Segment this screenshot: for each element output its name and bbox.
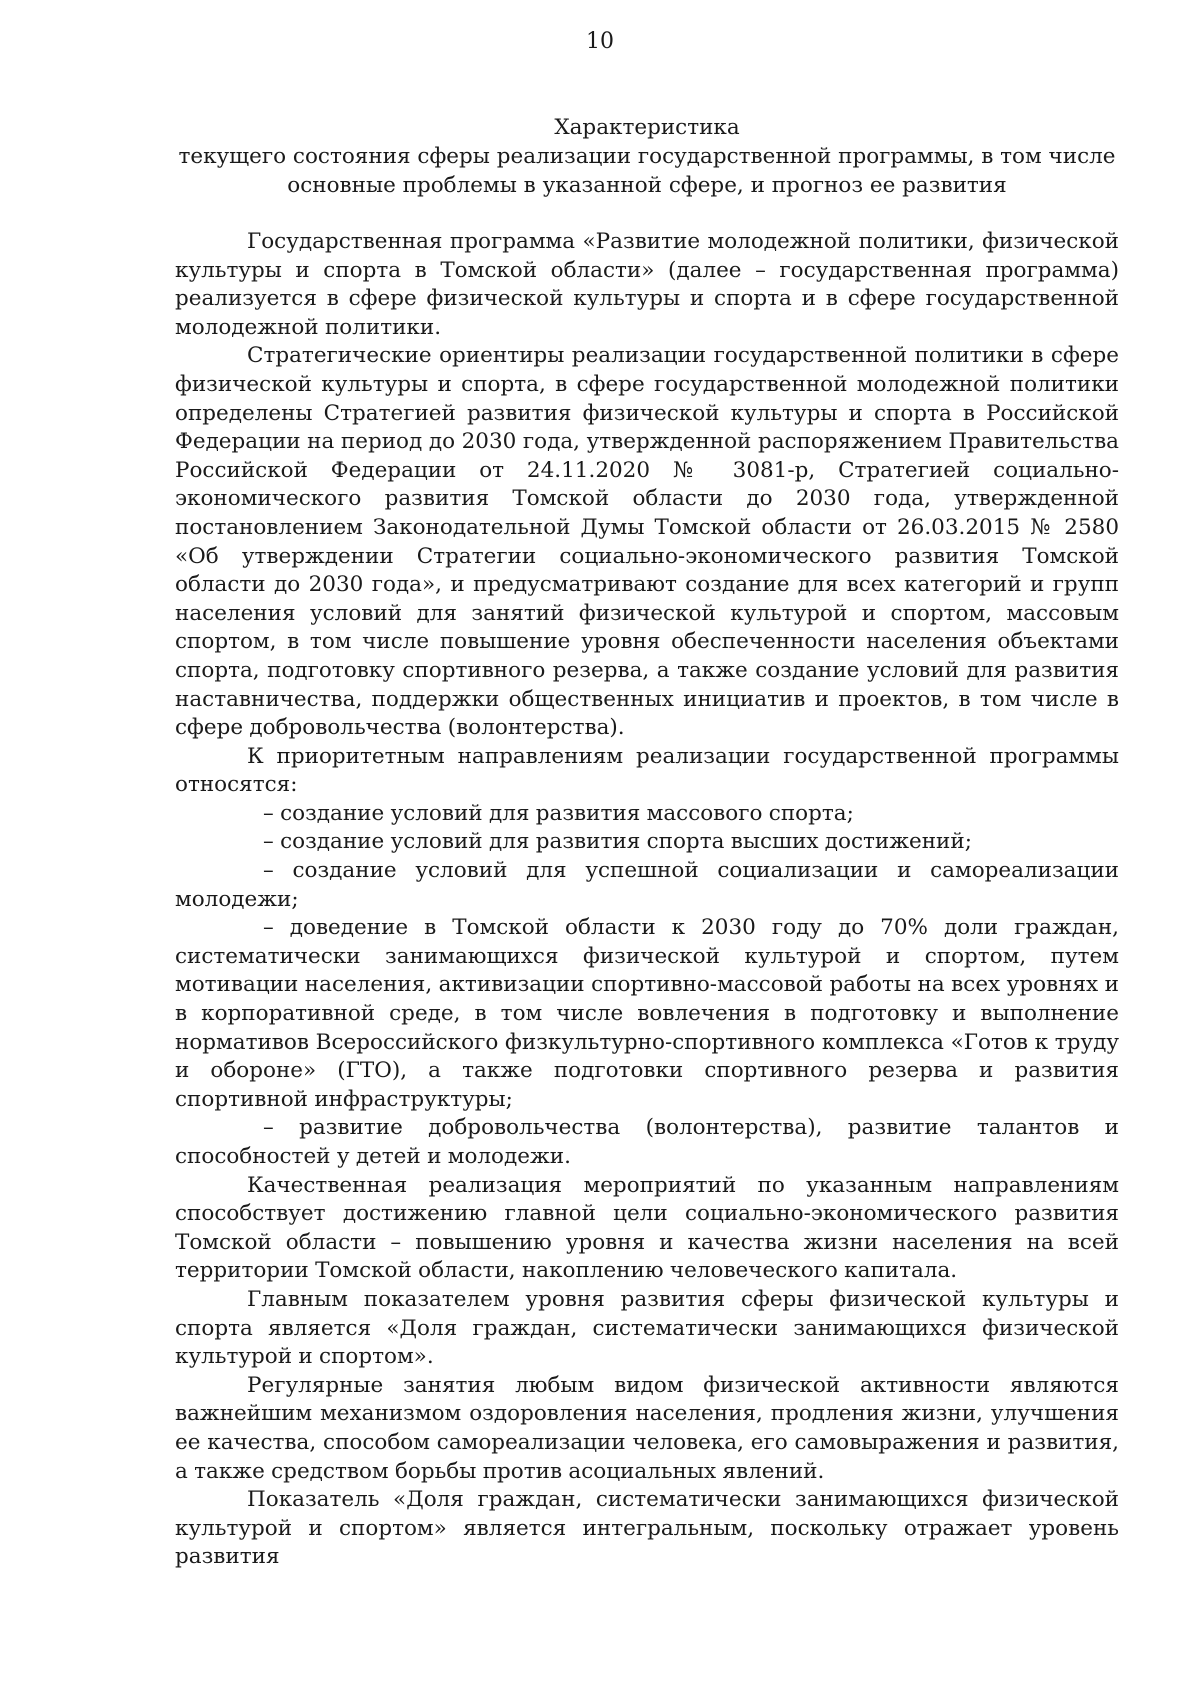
heading-title: Характеристика (554, 115, 740, 140)
paragraph-physical-activity: Регулярные занятия любым видом физической активности являются важнейшим механизмом оздоровления населения, продления жизни, улучшения ее качества, способом самореализации человека, его самовыражения и развития, а также средством борьбы против асоциальных явлений. (175, 1372, 1119, 1484)
paragraph-priority-directions: К приоритетным направлениям реализации государственной программы относятся: (175, 743, 1119, 798)
list-item-youth-socialization: – создание условий для успешной социализации и самореализации молодежи; (175, 858, 1119, 912)
paragraph-program-scope: Государственная программа «Развитие молодежной политики, физической культуры и спорта в Томской области» (далее – государственная программа) реализуется в сфере физической культуры и спорта и в сфере государственной молодежной политики. (175, 229, 1119, 340)
page-number: 10 (586, 29, 614, 54)
list-item-mass-sport: – создание условий для развития массового спорта; (263, 800, 854, 826)
body-text (175, 228, 1119, 1572)
paragraph-main-indicator: Главным показателем уровня развития сферы физической культуры и спорта является «Доля граждан, систематически занимающихся физической культурой и спортом». (175, 1286, 1119, 1370)
list-item-high-performance-sport: – создание условий для развития спорта высших достижений; (263, 829, 972, 855)
heading-subtitle-line-1: текущего состояния сферы реализации государственной программы, в том числе (178, 144, 1116, 169)
section-heading (175, 113, 1119, 200)
paragraph-strategic-guidelines: Стратегические ориентиры реализации государственной политики в сфере физической культуры и спорта, в сфере государственной молодежной политики определены Стратегией развития физической культуры и спорта в Российской Федерации на период до 2030 года, утвержденной распоряжением Правительства Российской Федерации от 24.11.2020 № 3081-р, Стратегией социально-экономического развития Томской области до 2030 года, утвержденной постановлением Законодательной Думы Томской области от 26.03.2015 № 2580 «Об утверждении Стратегии социально-экономического развития Томской области до 2030 года», и предусматривают создание для всех категорий и групп населения условий для занятий физической культурой и спортом, массовым спортом, в том числе повышение уровня обеспеченности населения объектами спорта, подготовку спортивного резерва, а также создание условий для развития наставничества, поддержки общественных инициатив и проектов, в том числе в сфере добровольчества (волонтерства). (175, 343, 1119, 741)
list-item-citizens-share-target: – доведение в Томской области к 2030 году до 70% доли граждан, систематически занимающихся физической культурой и спортом, путем мотивации населения, активизации спортивно-массовой работы на всех уровнях и в корпоративной среде, в том числе вовлечения в подготовку и выполнение нормативов Всероссийского физкультурно-спортивного комплекса «Готов к труду и обороне» (ГТО), а также подготовки спортивного резерва и развития спортивной инфраструктуры; (175, 915, 1119, 1112)
list-item-volunteering: – развитие добровольчества (волонтерства), развитие талантов и способностей у детей и молодежи. (175, 1115, 1119, 1169)
paragraph-quality-implementation: Качественная реализация мероприятий по указанным направлениям способствует достижению главной цели социально-экономического развития Томской области – повышению уровня и качества жизни населения на всей территории Томской области, накоплению человеческого капитала. (175, 1172, 1119, 1284)
heading-subtitle-line-2: основные проблемы в указанной сфере, и прогноз ее развития (287, 173, 1007, 198)
paragraph-integral-indicator: Показатель «Доля граждан, систематически занимающихся физической культурой и спортом» является интегральным, поскольку отражает уровень развития (175, 1487, 1119, 1570)
